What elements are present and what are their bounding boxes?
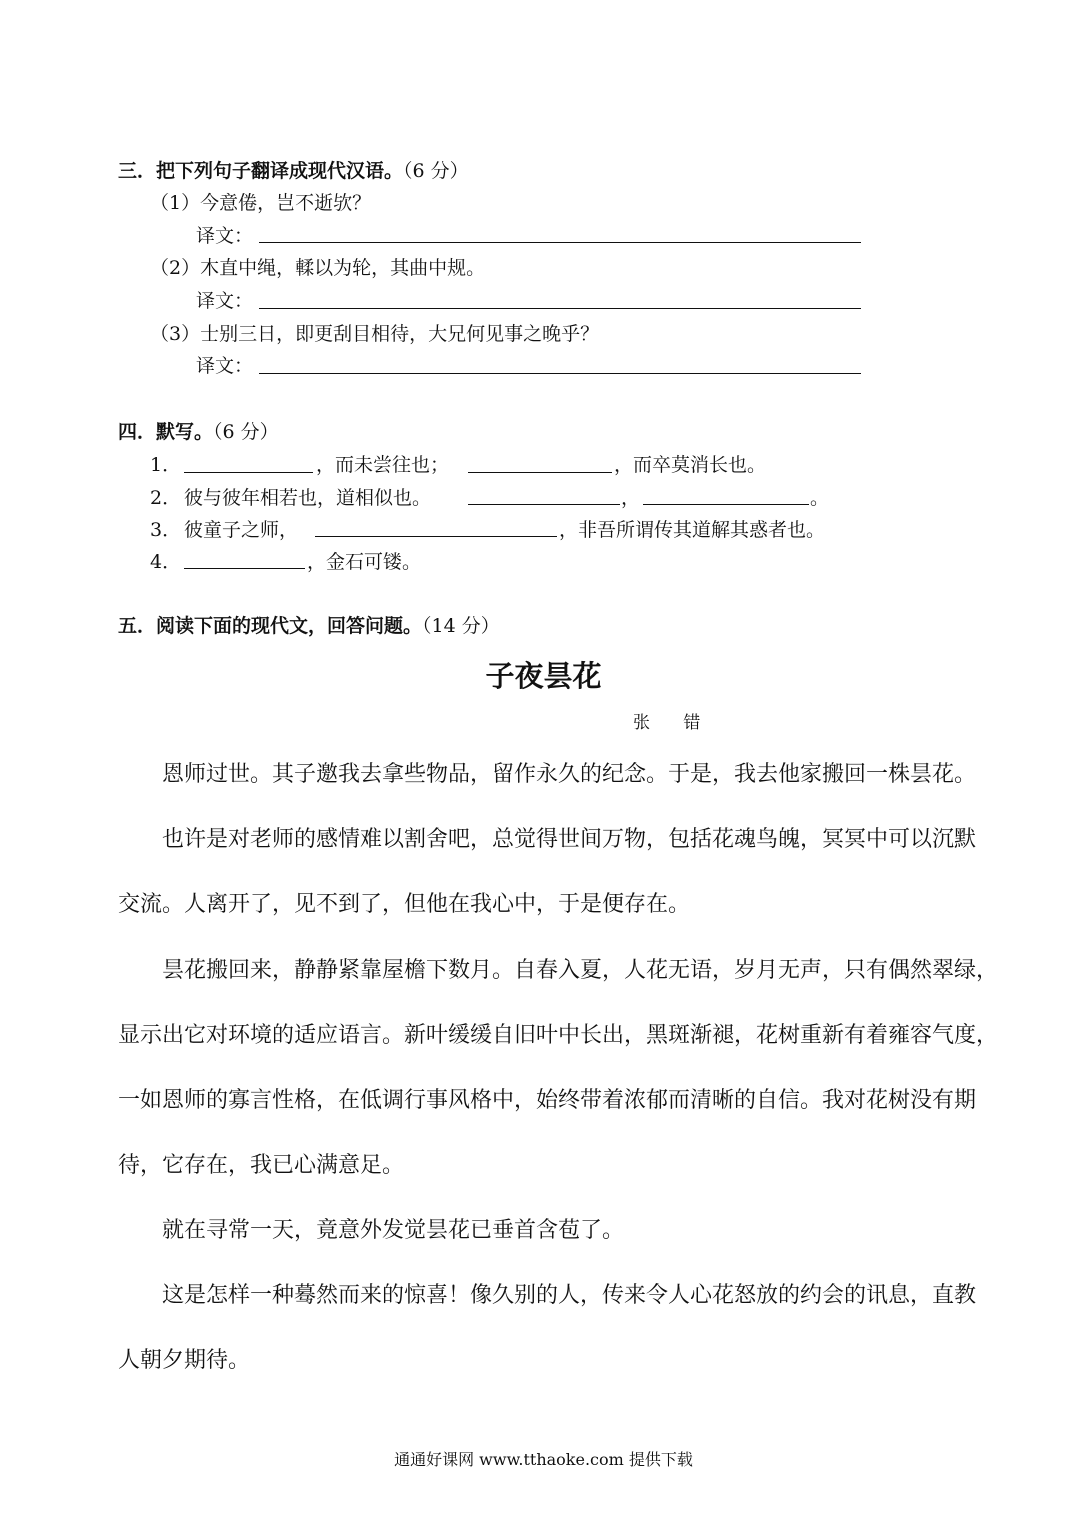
dictation-text-1a: ，而未尝往也； [316, 454, 450, 476]
article-author: 张 错 [633, 713, 715, 733]
section-5-title: 五．阅读下面的现代文，回答问题。 [118, 615, 423, 637]
paragraph-line-1: 恩师过世。其子邀我去拿些物品，留作永久的纪念。于是，我去他家搬回一株昙花。 [162, 762, 977, 787]
paragraph-line-9: 这是怎样一种蓦然而来的惊喜！像久别的人，传来令人心花怒放的约会的讯息，直教 [162, 1283, 977, 1308]
translation-sentence-3: （3）士别三日，即更刮目相待，大兄何见事之晚乎？ [150, 323, 600, 345]
dictation-num-3: 3． [150, 519, 182, 541]
section-5-heading [118, 611, 500, 638]
dictation-blank-3[interactable] [315, 536, 557, 537]
section-3-score: （6 分） [403, 160, 469, 182]
translation-sentence-2: （2）木直中绳，輮以为轮，其曲中规。 [150, 257, 486, 279]
dictation-text-2b: ， [621, 487, 641, 509]
translation-label-1: 译文： [196, 225, 254, 247]
section-4-heading [118, 417, 279, 444]
translation-label-2: 译文： [196, 290, 254, 312]
paragraph-line-10: 人朝夕期待。 [118, 1348, 251, 1373]
paragraph-line-3: 交流。人离开了，见不到了，但他在我心中，于是便存在。 [118, 892, 691, 917]
paragraph-line-7: 待，它存在，我已心满意足。 [118, 1153, 405, 1178]
dictation-blank-1a[interactable] [184, 472, 313, 473]
section-4-score: （6 分） [213, 421, 279, 443]
translation-answer-line-1[interactable] [259, 242, 861, 243]
dictation-num-4: 4． [150, 551, 182, 573]
dictation-blank-1b[interactable] [468, 472, 612, 473]
translation-sentence-1: （1）今意倦，岂不逝欤？ [150, 192, 372, 214]
dictation-blank-4[interactable] [184, 568, 305, 569]
dictation-blank-2a[interactable] [468, 504, 620, 505]
dictation-blank-2b[interactable] [643, 504, 809, 505]
dictation-text-3a: 彼童子之师， [184, 519, 299, 541]
section-3-title: 三．把下列句子翻译成现代汉语。 [118, 160, 404, 182]
translation-answer-line-2[interactable] [259, 308, 861, 309]
dictation-text-4: ，金石可镂。 [307, 551, 422, 573]
page-footer: 通通好课网 www.tthaoke.com 提供下载 [394, 1450, 693, 1469]
paragraph-line-6: 一如恩师的寡言性格，在低调行事风格中，始终带着浓郁而清晰的自信。我对花树没有期 [118, 1088, 977, 1113]
translation-label-3: 译文： [196, 355, 254, 377]
section-5-score: （14 分） [422, 615, 500, 637]
translation-answer-line-3[interactable] [259, 373, 861, 374]
dictation-num-2: 2． [150, 487, 182, 509]
dictation-text-1b: ，而卒莫消长也。 [614, 454, 767, 476]
paragraph-line-4: 昙花搬回来，静静紧靠屋檐下数月。自春入夏，人花无语，岁月无声，只有偶然翠绿， [162, 958, 999, 983]
section-3-heading [118, 156, 469, 183]
dictation-text-2a: 彼与彼年相若也，道相似也。 [184, 487, 432, 509]
paragraph-line-2: 也许是对老师的感情难以割舍吧，总觉得世间万物，包括花魂鸟魄，冥冥中可以沉默 [162, 827, 977, 852]
paragraph-line-5: 显示出它对环境的适应语言。新叶缓缓自旧叶中长出，黑斑渐褪，花树重新有着雍容气度， [118, 1023, 999, 1048]
dictation-num-1: 1． [150, 454, 182, 476]
section-4-title: 四．默写。 [118, 421, 214, 443]
paragraph-line-8: 就在寻常一天，竟意外发觉昙花已垂首含苞了。 [162, 1218, 625, 1243]
article-title: 子夜昙花 [485, 659, 602, 693]
dictation-text-3b: ，非吾所谓传其道解其惑者也。 [559, 519, 826, 541]
dictation-text-2c: 。 [810, 487, 830, 509]
